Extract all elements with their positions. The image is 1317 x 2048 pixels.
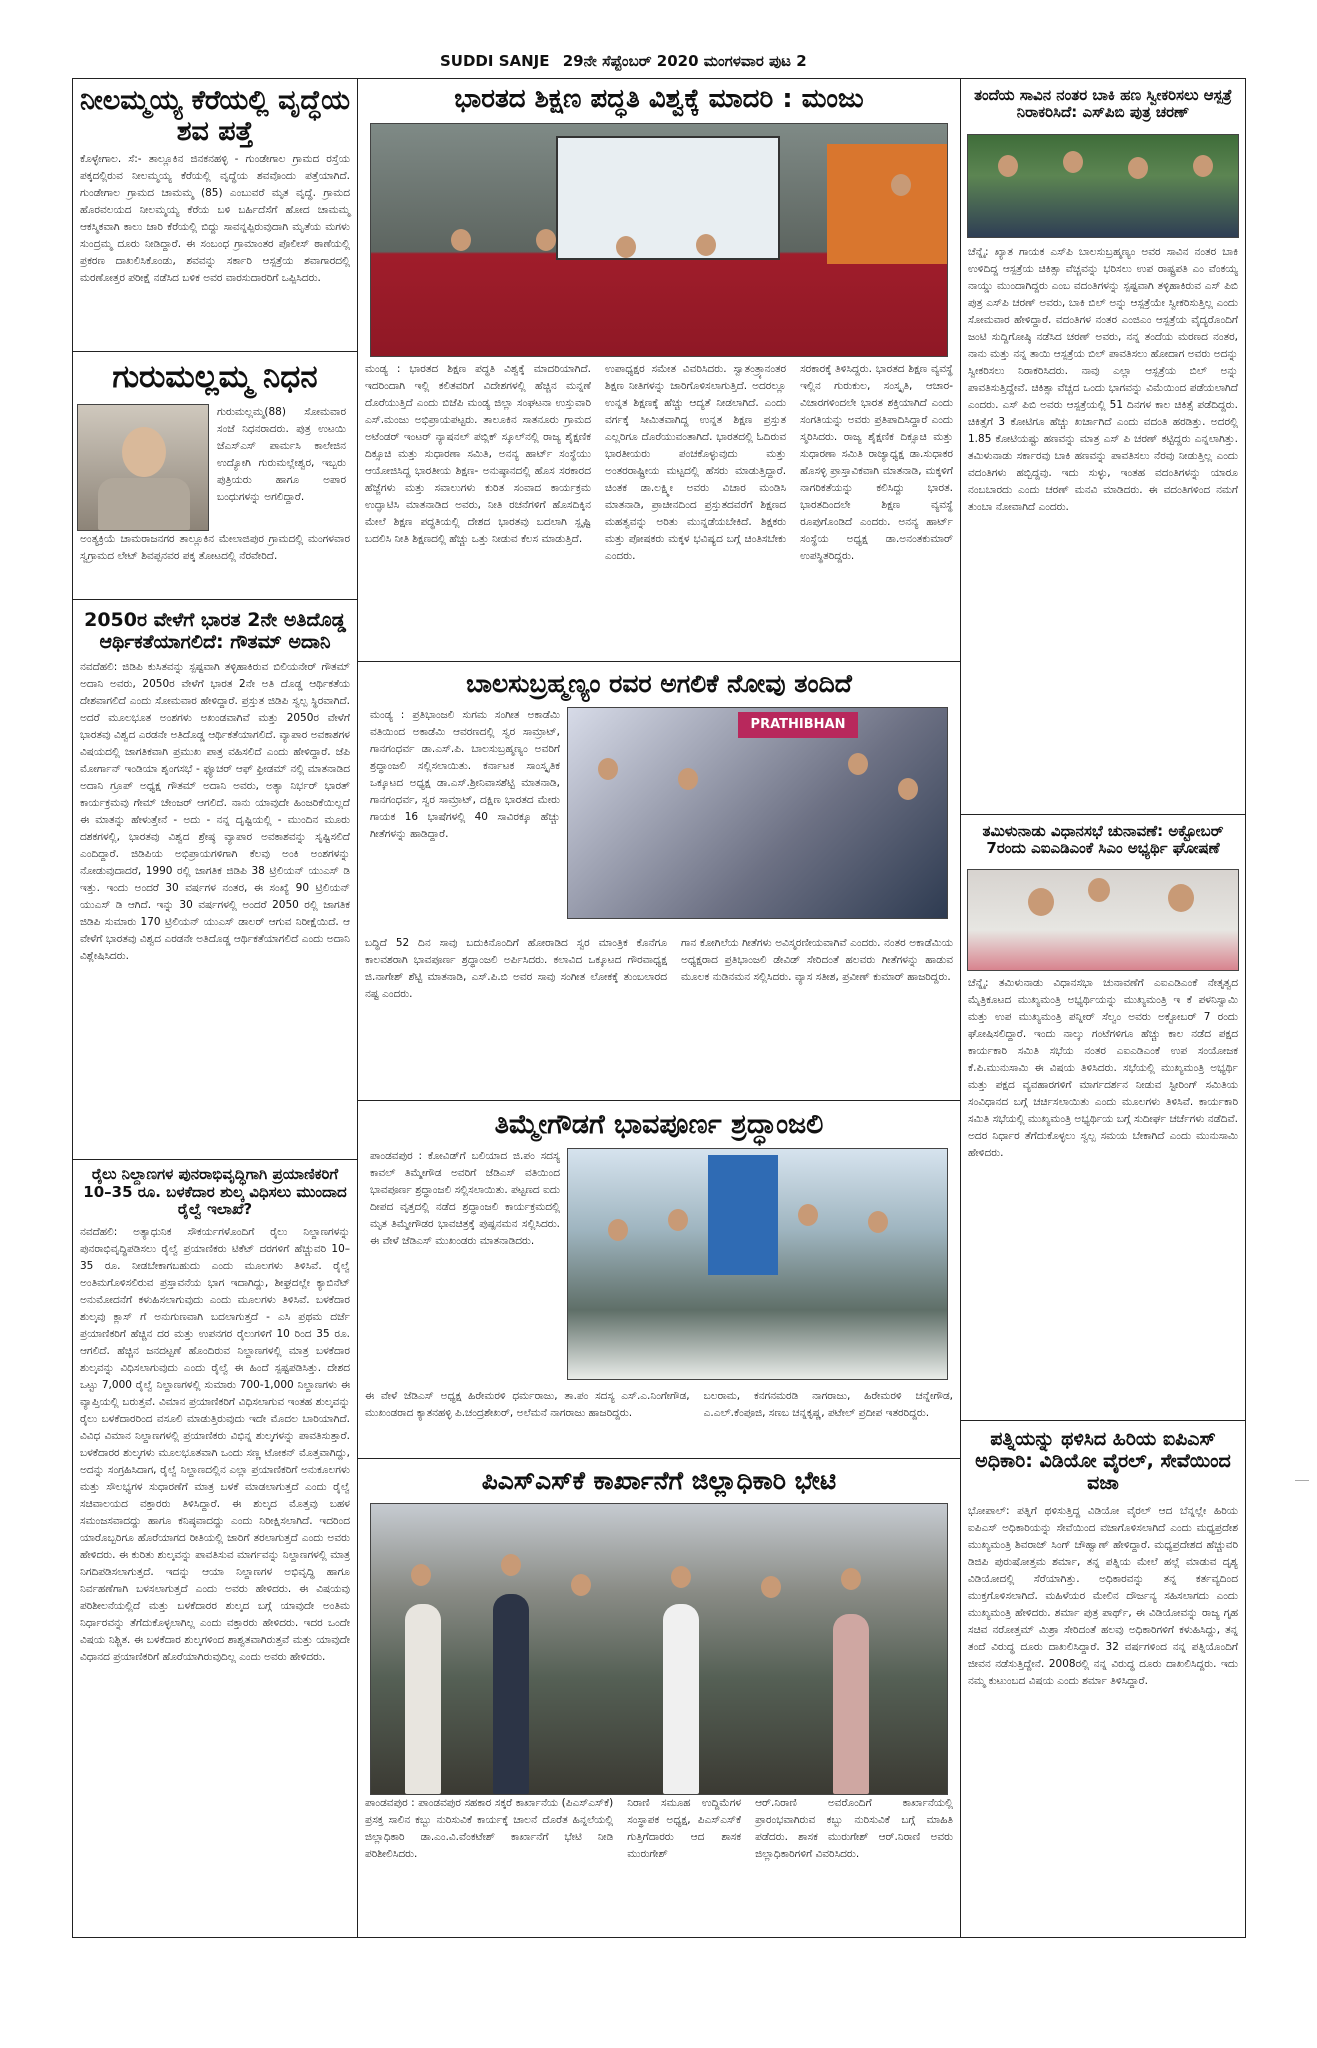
thimmegowda-row xyxy=(370,1148,948,1388)
sugar-col-b: ನಿರಾಣಿ ಸಮೂಹ ಉದ್ದಿಮೆಗಳ ಸಂಸ್ಥಾಪಕ ಅಧ್ಯಕ್ಷ, ಪಿಎಸ್‌ಎಸ್‌ಕೆ ಗುತ್ತಿಗೆದಾರರು ಆದ ಶಾಸಕ ಮುರುಗೇಶ್ xyxy=(627,1797,742,1861)
story-railway: ನವದೆಹಲಿ: ಅತ್ಯಾಧುನಿಕ ಸೌಕರ್ಯಗಳೊಂದಿಗೆ ರೈಲು ನಿಲ್ದಾಣಗಳನ್ನು ಪುನರಾಭಿವೃದ್ಧಿಪಡಿಸಲು ರೈಲ್ವೆ ಪ್ರಯಾಣಿಕರು ಟಿಕೆಟ್ ದರಗಳಿಗೆ ಹೆಚ್ಚುವರಿ 10–35 ರೂ. ನೀಡಬೇಕಾಗಬಹುದು ಎಂದು ಮೂಲಗಳು ತಿಳಿಸಿವೆ. ರೈಲ್ವೆ ಅಂತಿಮಗೊಳಿಸಲಿರುವ ಪ್ರಸ್ತಾವನೆಯ ಭಾಗ ಇದಾಗಿದ್ದು, ಶೀಘ್ರದಲ್ಲೇ ಕ್ಯಾಬಿನೆಟ್ ಅನುಮೋದನೆಗೆ ಕಳುಹಿಸಲಾಗುವುದು ಎಂದು ಮೂಲಗಳು ತಿಳಿಸಿವೆ. ಬಳಕೆದಾರ ಶುಲ್ಕವು ಕ್ಲಾಸ್ ಗೆ ಅನುಗುಣವಾಗಿ ಬದಲಾಗುತ್ತದೆ - ಎಸಿ ಪ್ರಥಮ ದರ್ಜೆ ಪ್ರಯಾಣಿಕರಿಗೆ ಹೆಚ್ಚಿನ ದರ ಮತ್ತು ಉಪನಗರ ರೈಲುಗಳಿಗೆ 10 ರಿಂದ 35 ರೂ. ಆಗಲಿದೆ. ಹೆಚ್ಚಿನ ಜನದಟ್ಟಣೆ ಹೊಂದಿರುವ ನಿಲ್ದಾಣಗಳಲ್ಲಿ ಮಾತ್ರ ಬಳಕೆದಾರ ಶುಲ್ಕವನ್ನು ವಿಧಿಸಲಾಗುವುದು ಎಂದು ರೈಲ್ವೆ ಈ ಹಿಂದೆ ಸ್ಪಷ್ಟಪಡಿಸಿತ್ತು. ದೇಶದ ಒಟ್ಟು 7,000 ರೈಲ್ವೆ ನಿಲ್ದಾಣಗಳಲ್ಲಿ ಸುಮಾರು 700-1,000 ನಿಲ್ದಾಣಗಳು ಈ ವ್ಯಾಪ್ತಿಯಲ್ಲಿ ಬರುತ್ತವೆ. ವಿಮಾನ ಪ್ರಯಾಣಿಕರಿಗೆ ವಿಧಿಸಲಾಗುವ ಇಂತಹ ಶುಲ್ಕವನ್ನು ರೈಲು ಬಳಕೆದಾರರಿಂದ ವಸೂಲಿ ಮಾಡುತ್ತಿರುವುದು ಇದೇ ಮೊದಲ ಬಾರಿಯಾಗಿದೆ. ವಿವಿಧ ವಿಮಾನ ನಿಲ್ದಾಣಗಳಲ್ಲಿ ಪ್ರಯಾಣಿಕರು ವಿಭಿನ್ನ ಶುಲ್ಕಗಳನ್ನು ಪಾವತಿಸುತ್ತಾರೆ. ಬಳಕೆದಾರರ ಶುಲ್ಕಗಳು ಮೂಲಭೂತವಾಗಿ ಒಂದು ಸಣ್ಣ ಟೋಕನ್ ಮೊತ್ತವಾಗಿದ್ದು, ಅದನ್ನು ಸಂಗ್ರಹಿಸಿದಾಗ, ರೈಲ್ವೆ ನಿಲ್ದಾಣದಲ್ಲಿನ ಎಲ್ಲಾ ಪ್ರಯಾಣಿಕರಿಗೆ ಅನುಕೂಲಗಳು ಮತ್ತು ಸೌಲಭ್ಯಗಳ ಸುಧಾರಣೆಗೆ ಮಾತ್ರ ಬಳಕೆ ಮಾಡಲಾಗುತ್ತದೆ ಎಂದು ರೈಲ್ವೆ ಸಚಿವಾಲಯದ ವಕ್ತಾರರು ತಿಳಿಸಿದ್ದಾರೆ. ಈ ಶುಲ್ಕದ ಮೊತ್ತವು ಬಹಳ ಸಮಂಜಸವಾದದ್ದು ಹಾಗೂ ಕನಿಷ್ಠವಾದದ್ದು ಎಂದು ನಿರೀಕ್ಷಿಸಲಾಗಿದೆ. ಇದರಿಂದ ಯಾರೊಬ್ಬರಿಗೂ ಹೊರೆಯಾಗದ ರೀತಿಯಲ್ಲಿ ಜಾರಿಗೆ ತರಲಾಗುತ್ತದೆ ಎಂದು ಅವರು ಹೇಳಿದರು. ಈ ಕುರಿತು ಶುಲ್ಕವನ್ನು ಪಾವತಿಸುವ ಮಾರ್ಗವನ್ನು ನಿಲ್ದಾಣಗಳಲ್ಲಿ ಮಾತ್ರ ನಿಗದಿಪಡಿಸಲಾಗುತ್ತದೆ. ಇದನ್ನು ಆಯಾ ನಿಲ್ದಾಣಗಳ ಅಭಿವೃದ್ಧಿ ಹಾಗೂ ನಿರ್ವಹಣೆಗಾಗಿ ಬಳಸಲಾಗುತ್ತದೆ ಎಂದು ಅವರು ಹೇಳಿದರು. ಈ ವಿಷಯವು ಪರಿಶೀಲನೆಯಲ್ಲಿದೆ ಮತ್ತು ಬಳಕೆದಾರರ ಶುಲ್ಕದ ಬಗ್ಗೆ ಯಾವುದೇ ಅಂತಿಮ ನಿರ್ಧಾರವನ್ನು ತೆಗೆದುಕೊಳ್ಳಲಾಗಿಲ್ಲ ಎಂದು ವಕ್ತಾರರು ಹೇಳಿದರು. ಇದರ ಒಂದೇ ವಿಷಯ ನಿಶ್ಚಿತ. ಈ ಬಳಕೆದಾರ ಶುಲ್ಕಗಳಿಂದ ಶಾಶ್ವತವಾಗಿರುತ್ತವೆ ಮತ್ತು ಯಾವುದೇ ವಿಧಾನದ ಪ್ರಯಾಣಿಕರಿಗೆ ಹೊರೆಯಾಗಿರುವುದಿಲ್ಲ ಎಂದು ಅವರು ಹೇಳಿದರು. xyxy=(80,1226,350,1664)
sugar-factory-body xyxy=(358,1795,960,1915)
middle-column xyxy=(358,78,960,1938)
sugar-col-c: ಆರ್.ನಿರಾಣಿ ಅವರೊಂದಿಗೆ ಕಾರ್ಖಾನೆಯಲ್ಲಿ ಪ್ರಾರಂಭವಾಗಿರುವ ಕಬ್ಬು ನುರಿಸುವಿಕೆ ಬಗ್ಗೆ ಮಾಹಿತಿ ಪಡೆದರು. ಶಾಸಕ ಮುರುಗೇಶ್ ಆರ್.ನಿರಾಣಿ ಅವರು ಜಿಲ್ಲಾಧಿಕಾರಿಗಳಿಗೆ ವಿವರಿಸಿದರು. xyxy=(755,1797,953,1861)
spb-body xyxy=(358,935,960,1100)
obituary-photo xyxy=(77,404,209,531)
headline-sugar-factory: ಪಿಎಸ್‌ಎಸ್‌ಕೆ ಕಾರ್ಖಾನೆಗೆ ಜಿಲ್ಲಾಧಿಕಾರಿ ಭೇಟಿ xyxy=(481,1465,837,1495)
photo-banner-text: PRATHIBHAN xyxy=(738,712,858,738)
photo-sugar-factory xyxy=(370,1503,948,1795)
education-col-c: ಸರಕಾರಕ್ಕೆ ತಿಳಿಸಿದ್ದರು. ಭಾರತದ ಶಿಕ್ಷಣ ವ್ಯವಸ್ಥೆ ಇಲ್ಲಿನ ಗುರುಕುಲ, ಸಂಸ್ಕೃತಿ, ಆಚಾರ-ವಿಚಾರಗಳಿಂದಲೇ ಭಾರತ ಶಕ್ತಿಯಾಗಿದೆ ಎಂದು ಸಂಗತಿಯನ್ನು ಅವರು ಪ್ರತಿಪಾದಿಸಿದ್ದಾರೆ ಎಂದು ಸ್ಮರಿಸಿದರು. ರಾಜ್ಯ ಶೈಕ್ಷಣಿಕ ದಿಕ್ಸೂಚಿ ಮತ್ತು ಸುಧಾರಣಾ ಸಮಿತಿ ರಾಜ್ಯಾಧ್ಯಕ್ಷ ಡಾ.ಸುಧಾಕರ ಹೊಸಳ್ಳಿ ಪ್ರಾಸ್ತಾವಿಕವಾಗಿ ಮಾತನಾಡಿ, ಮಕ್ಕಳಿಗೆ ನಾಗರಿಕತೆಯನ್ನು ಕಲಿಸಿದ್ದು ಭಾರತ. ಭಾರತದಿಂದಲೇ ಶಿಕ್ಷಣ ವ್ಯವಸ್ಥೆ ರೂಪುಗೊಂಡಿದೆ ಎಂದರು. ಅನನ್ಯ ಹಾರ್ಟ್ ಸಂಸ್ಥೆಯ ಅಧ್ಯಕ್ಷ ಡಾ.ಅನಂತಕುಮಾರ್ ಉಪಸ್ಥಿತರಿದ್ದರು. xyxy=(800,362,953,562)
issue-date: 29ನೇ ಸೆಪ್ಟೆಂಬರ್ 2020 ಮಂಗಳವಾರ ಪುಟ 2 xyxy=(562,52,807,70)
thimmegowda-col-a: ಪಾಂಡವಪುರ : ಕೋವಿಡ್‌ಗೆ ಬಲಿಯಾದ ಜಿ.ಪಂ ಸದಸ್ಯ ಕಾವಲ್ ತಿಮ್ಮೇಗೌಡ ಅವರಿಗೆ ಜೆಡಿಎಸ್ ವತಿಯಿಂದ ಭಾವಪೂರ್ಣ ಶ್ರದ್ಧಾಂಜಲಿ ಸಲ್ಲಿಸಲಾಯಿತು. ಪಟ್ಟಣದ ಐದು ದೀಪದ ವೃತ್ತದಲ್ಲಿ ನಡೆದ ಶ್ರದ್ಧಾಂಜಲಿ ಕಾರ್ಯಕ್ರಮದಲ್ಲಿ ಮೃತ ತಿಮ್ಮೇಗೌಡರ ಭಾವಚಿತ್ರಕ್ಕೆ ಪುಷ್ಪನಮನ ಸಲ್ಲಿಸಿದರು. ಈ ವೇಳೆ ಜೆಡಿಎಸ್ ಮುಖಂಡರು ಮಾತನಾಡಿದರು. xyxy=(370,1149,560,1247)
story-tn-election: ಚೆನ್ನೈ: ತಮಿಳುನಾಡು ವಿಧಾನಸಭಾ ಚುನಾವಣೆಗೆ ಎಐಎಡಿಎಂಕೆ ನೇತೃತ್ವದ ಮೈತ್ರಿಕೂಟದ ಮುಖ್ಯಮಂತ್ರಿ ಅಭ್ಯರ್ಥಿಯನ್ನು ಮುಖ್ಯಮಂತ್ರಿ ಇ ಕೆ ಪಳನಿಸ್ವಾಮಿ ಮತ್ತು ಉಪ ಮುಖ್ಯಮಂತ್ರಿ ಪನ್ನೀರ್ ಸೆಲ್ವಂ ಅವರು ಅಕ್ಟೋಬರ್ 7 ರಂದು ಘೋಷಿಸಲಿದ್ದಾರೆ. ಇಂದು ನಾಲ್ಕು ಗಂಟೆಗಳಿಗೂ ಹೆಚ್ಚು ಕಾಲ ನಡೆದ ಪಕ್ಷದ ಕಾರ್ಯಕಾರಿ ಸಮಿತಿ ಸಭೆಯ ನಂತರ ಎಐಎಡಿಎಂಕೆ ಉಪ ಸಂಯೋಜಕ ಕೆ.ಪಿ.ಮುನುಸಾಮಿ ಈ ವಿಷಯ ತಿಳಿಸಿದರು. ಸಭೆಯಲ್ಲಿ ಮುಖ್ಯಮಂತ್ರಿ ಅಭ್ಯರ್ಥಿ ಮತ್ತು ಪಕ್ಷದ ವ್ಯವಹಾರಗಳಿಗೆ ಮಾರ್ಗದರ್ಶನ ನೀಡುವ ಸ್ಟೀರಿಂಗ್ ಸಮಿತಿಯ ಸಂವಿಧಾನದ ಬಗ್ಗೆ ಚರ್ಚಿಸಲಾಯಿತು ಎಂದು ಮೂಲಗಳು ತಿಳಿಸಿವೆ. ಕಾರ್ಯಕಾರಿ ಸಮಿತಿ ಸಭೆಯಲ್ಲಿ ಮುಖ್ಯಮಂತ್ರಿ ಅಭ್ಯರ್ಥಿಯ ಬಗ್ಗೆ ಸುದೀರ್ಘ ಚರ್ಚೆಗಳು ನಡೆದಿವೆ. ಅದರ ನಿರ್ಧಾರ ತೆಗೆದುಕೊಳ್ಳಲು ಸ್ವಲ್ಪ ಸಮಯ ಬೇಕಾಗಿದೆ ಎಂದು ಮುನುಸಾಮಿ ಹೇಳಿದರು. xyxy=(968,977,1238,1159)
speaker xyxy=(827,144,947,264)
photo-spb-tribute xyxy=(567,707,948,919)
left-column xyxy=(72,78,358,1938)
obituary-text-cont: ಅಂತ್ಯಕ್ರಿಯೆ ಚಾಮರಾಜನಗರ ತಾಲ್ಲೂಕಿನ ಮೇಲಾಜಿಪುರ ಗ್ರಾಮದಲ್ಲಿ ಮಂಗಳವಾರ ಸ್ವಗ್ರಾಮದ ಲೇಟ್ ಶಿವಪ್ಪನವರ ಪಕ್ಕ ತೋಟದಲ್ಲಿ ನೆರವೇರಿದೆ. xyxy=(80,532,350,562)
thimmegowda-col-c: ಬಲರಾಮ, ಕನಗನಮರಡಿ ನಾಗರಾಜು, ಹಿರೇಮರಳಿ ಚನ್ನೇಗೌಡ, ಎ.ಎಲ್.ಕೆಂಪೂಜಿ, ಸಣಬ ಚನ್ನಕೃಷ್ಣ, ಪಟೇಲ್ ಪ್ರದೀಪ ಇತರರಿದ್ದರು. xyxy=(703,1389,953,1419)
projector-screen xyxy=(556,136,780,260)
spb-col-a: ಮಂಡ್ಯ : ಪ್ರತಿಭಾಂಜಲಿ ಸುಗಮ ಸಂಗೀತ ಅಕಾಡೆಮಿ ವತಿಯಿಂದ ಅಕಾಡೆಮಿ ಆವರಣದಲ್ಲಿ ಸ್ವರ ಸಾಮ್ರಾಟ್, ಗಾನಗಂಧರ್ವ ಡಾ.ಎಸ್.ಪಿ. ಬಾಲಸುಬ್ರಹ್ಮಣ್ಯಂ ಅವರಿಗೆ ಶ್ರದ್ಧಾಂಜಲಿ ಸಲ್ಲಿಸಲಾಯಿತು. ಕರ್ನಾಟಕ ಸಾಂಸ್ಕೃತಿಕ ಒಕ್ಕೂಟದ ಅಧ್ಯಕ್ಷ ಡಾ.ಎಸ್.ಶ್ರೀನಿವಾಸಶೆಟ್ಟಿ ಮಾತನಾಡಿ, ಗಾನಗಂಧರ್ವ, ಸ್ವರ ಸಾಮ್ರಾಟ್, ದಕ್ಷಿಣ ಭಾರತದ ಮೇರು ಗಾಯಕ 16 ಭಾಷೆಗಳಲ್ಲಿ 40 ಸಾವಿರಕ್ಕೂ ಹೆಚ್ಚು ಗೀತೆಗಳನ್ನು ಹಾಡಿದ್ದಾರೆ. xyxy=(370,708,560,840)
education-body xyxy=(358,361,960,661)
edge-mark xyxy=(1295,1480,1309,1481)
headline-education: ಭಾರತದ ಶಿಕ್ಷಣ ಪದ್ಧತಿ ವಿಶ್ವಕ್ಕೆ ಮಾದರಿ : ಮಂಜು xyxy=(454,84,864,114)
thimmegowda-body xyxy=(358,1388,960,1458)
education-col-b: ಉಪಾಧ್ಯಕ್ಷರ ಸಮೇತ ವಿವರಿಸಿದರು. ಸ್ವಾತಂತ್ರ್ಯಾನಂತರ ಶಿಕ್ಷಣ ನೀತಿಗಳನ್ನು ಜಾರಿಗೊಳಿಸಲಾಗುತ್ತಿದೆ. ಅದರಲ್ಲೂ ಉನ್ನತ ಶಿಕ್ಷಣಕ್ಕೆ ಹೆಚ್ಚು ಆದ್ಯತೆ ನೀಡಲಾಗಿದೆ. ಎಂದು ವರ್ಗಕ್ಕೆ ಸೀಮಿತವಾಗಿದ್ದ ಉನ್ನತ ಶಿಕ್ಷಣ ಪ್ರಸ್ತುತ ಎಲ್ಲರಿಗೂ ದೊರೆಯುವಂತಾಗಿದೆ. ಭಾರತದಲ್ಲಿ ಓದಿರುವ ಭಾರತೀಯರು ಪಂಚಕೊಳ್ಳುವುದು ಮತ್ತು ಅಂತರರಾಷ್ಟ್ರೀಯ ಮಟ್ಟದಲ್ಲಿ ಹೆಸರು ಮಾಡುತ್ತಿದ್ದಾರೆ. ಚಿಂತಕ ಡಾ.ಲಕ್ಷ್ಮೀ ಅವರು ವಿಚಾರ ಮಂಡಿಸಿ ಮಾತನಾಡಿ, ಪ್ರಾಚೀನದಿಂದ ಪ್ರಸ್ತುತದವರೆಗೆ ಶಿಕ್ಷಣದ ಮಹತ್ವವನ್ನು ಅರಿತು ಮುನ್ನಡೆಯಬೇಕಿದೆ. ಶಿಕ್ಷಕರು ಮತ್ತು ಪೋಷಕರು ಮಕ್ಕಳ ಭವಿಷ್ಯದ ಬಗ್ಗೆ ಚಿಂತಿಸಬೇಕು ಎಂದರು. xyxy=(605,362,787,562)
headline-obituary: ಗುರುಮಲ್ಲಮ್ಮ ನಿಧನ xyxy=(112,359,318,396)
headline-spb-tribute: ಬಾಲಸುಬ್ರಹ್ಮಣ್ಯಂ ರವರ ಅಗಲಿಕೆ ನೋವು ತಂದಿದೆ xyxy=(466,668,852,698)
photo-seminar xyxy=(370,123,948,357)
spb-col-c: ಗಾನ ಕೋಗಿಲೆಯ ಗೀತೆಗಳು ಅವಿಸ್ಮರಣೀಯವಾಗಿವೆ ಎಂದರು. ನಂತರ ಅಕಾಡೆಮಿಯ ಅಧ್ಯಕ್ಷರಾದ ಪ್ರತಿಭಾಂಜಲಿ ಡೇವಿಡ್ ಸೇರಿದಂತೆ ಹಲವರು ಗೀತೆಗಳನ್ನು ಹಾಡುವ ಮೂಲಕ ನುಡಿನಮನ ಸಲ್ಲಿಸಿದರು. ವ್ಯಾಸ ಸತೀಶ, ಪ್ರವೀಣ್ ಕುಮಾರ್ ಹಾಜರಿದ್ದರು. xyxy=(681,936,953,983)
masthead xyxy=(440,52,900,74)
story-lake-body: ಕೊಳ್ಳೇಗಾಲ. ಸೆ:- ತಾಲ್ಲೂಕಿನ ಜಿನಕನಹಳ್ಳಿ - ಗುಂಡೇಗಾಲ ಗ್ರಾಮದ ರಸ್ತೆಯ ಪಕ್ಕದಲ್ಲಿರುವ ನೀಲಮ್ಮಯ್ಯ ಕೆರೆಯಲ್ಲಿ ವೃದ್ಧೆಯ ಶವವೊಂದು ಪತ್ತೆಯಾಗಿದೆ. ಗುಂಡೇಗಾಲ ಗ್ರಾಮದ ಚಾಮಮ್ಮ (85) ಎಂಬುವರೆ ಮೃತ ವೃದ್ಧೆ. ಗ್ರಾಮದ ಹೊರವಲಯದ ನೀಲಮ್ಮಯ್ಯ ಕೆರೆಯ ಬಳಿ ಬರ್ಹಿದೆಸೆಗೆ ಹೋದ ಚಾಮಮ್ಮ ಆಕಸ್ಮಿಕವಾಗಿ ಕಾಲು ಜಾರಿ ಕೆರೆಯಲ್ಲಿ ಬಿದ್ದು ಸಾವನ್ನಪ್ಪಿರುವುದಾಗಿ ಮೃತೆಯ ಮಗಳು ಸುಂದ್ರಮ್ಮ ದೂರು ನೀಡಿದ್ದಾರೆ. ಈ ಸಂಬಂಧ ಗ್ರಾಮಾಂತರ ಪೊಲೀಸ್ ಠಾಣೆಯಲ್ಲಿ ಪ್ರಕರಣ ದಾಖಲಿಸಿಕೊಂಡು, ಶವವನ್ನು ಸರ್ಕಾರಿ ಆಸ್ಪತ್ರೆಯ ಶವಾಗಾರದಲ್ಲಿ ಮರಣೋತ್ತರ ಪರೀಕ್ಷೆ ನಡೆಸಿದ ಬಳಿಕ ಅವರ ವಾರಸುದಾರರಿಗೆ ಒಪ್ಪಿಸಿದರು. xyxy=(80,153,350,285)
spb-tribute-row xyxy=(370,707,948,935)
photo-thimmegowda xyxy=(567,1148,948,1380)
headline-lake-body: ನೀಲಮ್ಮಯ್ಯ ಕೆರೆಯಲ್ಲಿ ವೃದ್ಧೆಯ ಶವ ಪತ್ತೆ xyxy=(80,85,350,148)
photo-press-meet xyxy=(967,134,1239,238)
story-adani: ನವದೆಹಲಿ: ಜಿಡಿಪಿ ಕುಸಿತವನ್ನು ಸ್ಪಷ್ಟವಾಗಿ ತಳ್ಳಿಹಾಕಿರುವ ಬಿಲಿಯನೇರ್ ಗೌತಮ್ ಅದಾನಿ ಅವರು, 2050ರ ವೇಳೆಗೆ ಭಾರತ 2ನೇ ಅತಿ ದೊಡ್ಡ ಆರ್ಥಿಕತೆಯ ದೇಶವಾಗಲಿದೆ ಎಂದು ಸೋಮವಾರ ಹೇಳಿದ್ದಾರೆ. ಪ್ರಸ್ತುತ ಜಿಡಿಪಿ ಸ್ವಲ್ಪ ಸ್ಥಿರವಾಗಿದೆ. ಅದರೆ ಮೂಲಭೂತ ಅಂಶಗಳು ಅಖಂಡವಾಗಿವೆ ಮತ್ತು 2050ರ ವೇಳೆಗೆ ಭಾರತವು ವಿಶ್ವದ ಎರಡನೇ ಅತಿದೊಡ್ಡ ಆರ್ಥಿಕತೆಯಾಗಲಿದೆ. ವ್ಯಾಪಾರ ಅವಕಾಶಗಳ ವಿಷಯದಲ್ಲಿ ಜಾಗತಿಕವಾಗಿ ಪ್ರಮುಖ ಪಾತ್ರ ವಹಿಸಲಿದೆ ಎಂದು ಹೇಳಿದ್ದಾರೆ. ಜೆಪಿ ಮೋರ್ಗಾನ್ ಇಂಡಿಯಾ ಶೃಂಗಸಭೆ - ಫ್ಯೂಚರ್ ಆಫ್ ಫ್ರೀಡಮ್ ನಲ್ಲಿ ಮಾತನಾಡಿದ ಅದಾನಿ ಗ್ರೂಪ್ ಅಧ್ಯಕ್ಷ ಗೌತಮ್ ಅದಾನಿ ಅವರು, ಅತ್ಯಾ ನಿರ್ಭರ್ ಭಾರತ್ ಕಾರ್ಯಕ್ರಮವು ಗೇಮ್ ಚೇಂಜರ್ ಆಗಲಿದೆ. ನಾನು ಯಾವುದೇ ಹಿಂಜರಿಕೆಯಿಲ್ಲದೆ ಈ ಮಾತನ್ನು ಹೇಳುತ್ತೇನೆ - ಅದು - ನನ್ನ ದೃಷ್ಟಿಯಲ್ಲಿ - ಮುಂದಿನ ಮೂರು ದಶಕಗಳಲ್ಲಿ, ಭಾರತವು ವಿಶ್ವದ ಶ್ರೇಷ್ಠ ವ್ಯಾಪಾರ ಅವಕಾಶವನ್ನು ಸೃಷ್ಟಿಸಲಿದೆ ಎಂದಿದ್ದಾರೆ. ಜಿಡಿಪಿಯ ಅಭಿಪ್ರಾಯಗಳಿಗಾಗಿ ಕೆಲವು ಅಂಕಿ ಅಂಶಗಳನ್ನು ನೋಡುವುದಾದರೆ, 1990 ರಲ್ಲಿ ಜಾಗತಿಕ ಜಿಡಿಪಿ 38 ಟ್ರಿಲಿಯನ್ ಯುಎಸ್ ಡಿ ಇತ್ತು. ಇಂದು ಅಂದರೆ 30 ವರ್ಷಗಳ ನಂತರ, ಈ ಸಂಖ್ಯೆ 90 ಟ್ರಿಲಿಯನ್ ಯುಎಸ್ ಡಿ ಆಗಿದೆ. ಇನ್ನು 30 ವರ್ಷಗಳಲ್ಲಿ ಅಂದರೆ 2050 ರಲ್ಲಿ ಜಾಗತಿಕ ಜಿಡಿಪಿ ಸುಮಾರು 170 ಟ್ರಿಲಿಯನ್ ಯುಎಸ್ ಡಾಲರ್ ಆಗುವ ನಿರೀಕ್ಷೆಯಿದೆ. ಆ ವೇಳೆಗೆ ಭಾರತವು ವಿಶ್ವದ ಎರಡನೇ ಅತಿದೊಡ್ಡ ಆರ್ಥಿಕತೆಯಾಗಲಿದೆ ಎಂದು ಅದಾನಿ ವಿಶ್ಲೇಷಿಸಿದರು. xyxy=(80,661,350,963)
headline-ips-officer: ಪತ್ನಿಯನ್ನು ಥಳಿಸಿದ ಹಿರಿಯ ಐಪಿಎಸ್ ಅಧಿಕಾರಿ: ವಿಡಿಯೋ ವೈರಲ್, ಸೇವೆಯಿಂದ ವಜಾ xyxy=(975,1428,1231,1494)
headline-thimmegowda: ತಿಮ್ಮೇಗೌಡಗೆ ಭಾವಪೂರ್ಣ ಶ್ರದ್ಧಾಂಜಲಿ xyxy=(494,1108,824,1140)
thimmegowda-col-b: ಈ ವೇಳೆ ಜೆಡಿಎಸ್ ಅಧ್ಯಕ್ಷ ಹಿರೇಮರಳಿ ಧರ್ಮರಾಜು, ತಾ.ಪಂ ಸದಸ್ಯ ಎಸ್.ಎ.ನಿಂಗೇಗೌಡ, ಮುಖಂಡರಾದ ಕ್ಯಾತನಹಳ್ಳಿ ಪಿ.ಚಂದ್ರಶೇಖರ್, ಅಲೆಮನೆ ನಾಗರಾಜು ಹಾಜರಿದ್ದರು. xyxy=(365,1389,690,1419)
portrait-banner xyxy=(708,1155,778,1275)
headline-tn-election: ತಮಿಳುನಾಡು ವಿಧಾನಸಭೆ ಚುನಾವಣೆ: ಅಕ್ಟೋಬರ್ 7ರಂದು ಎಐಎಡಿಎಂಕೆ ಸಿಎಂ ಅಭ್ಯರ್ಥಿ ಘೋಷಣೆ xyxy=(982,821,1224,857)
headline-adani: 2050ರ ವೇಳೆಗೆ ಭಾರತ 2ನೇ ಅತಿದೊಡ್ಡ ಆರ್ಥಿಕತೆಯಾಗಲಿದೆ: ಗೌತಮ್ ಅದಾನಿ xyxy=(84,608,346,653)
education-col-a: ಮಂಡ್ಯ : ಭಾರತದ ಶಿಕ್ಷಣ ಪದ್ಧತಿ ವಿಶ್ವಕ್ಕೆ ಮಾದರಿಯಾಗಿದೆ. ಇದರಿಂದಾಗಿ ಇಲ್ಲಿ ಕಲಿತವರಿಗೆ ವಿದೇಶಗಳಲ್ಲಿ ಹೆಚ್ಚಿನ ಮನ್ನಣೆ ದೊರೆಯುತ್ತಿದೆ ಎಂದು ಬಿಜೆಪಿ ಮಂಡ್ಯ ಜಿಲ್ಲಾ ಸಂಘಟನಾ ಉಸ್ತುವಾರಿ ಎಸ್.ಮಂಜು ಅಭಿಪ್ರಾಯಪಟ್ಟರು. ತಾಲೂಕಿನ ಸಾತನೂರು ಗ್ರಾಮದ ಅಟೆಂಡರ್ ಇಂಟರ್ ನ್ಯಾಷನಲ್ ಪಬ್ಲಿಕ್ ಸ್ಕೂಲ್‌ನಲ್ಲಿ ರಾಜ್ಯ ಶೈಕ್ಷಣಿಕ ದಿಕ್ಸೂಚಿ ಮತ್ತು ಸುಧಾರಣಾ ಸಮಿತಿ, ಅನನ್ಯ ಹಾರ್ಟ್ ಸಂಸ್ಥೆಯು ಆಯೋಜಿಸಿದ್ದ ಭಾರತೀಯ ಶಿಕ್ಷಣ- ಅನುಷ್ಠಾನದಲ್ಲಿ ಹೊಸ ಸರಕಾರದ ಹೆಜ್ಜೆಗಳು ಮತ್ತು ಸವಾಲುಗಳು ಕುರಿತ ಸಂವಾದ ಕಾರ್ಯಕ್ರಮ ಉದ್ಘಾಟಿಸಿ ಮಾತನಾಡಿದ ಅವರು, ನೀತಿ ರಚನೆಗಳಿಗೆ ಹೊಸದಿಕ್ಕಿನ ಮೇಲೆ ಶಿಕ್ಷಣ ಪದ್ಧತಿಯಲ್ಲಿ ದೇಶದ ಭಾರತವು ಬದಲಾಗಿ ಸ್ಪೃಷ್ಟಿ ಬದಲಿಸಿ ನೀತಿ ಶಿಕ್ಷಣದಲ್ಲಿ ಹೆಚ್ಚು ಒತ್ತು ನೀಡುವ ಕೆಲಸ ಮಾಡುತ್ತಿದೆ. xyxy=(365,362,592,545)
story-spb-hospital: ಚೆನ್ನೈ: ಖ್ಯಾತ ಗಾಯಕ ಎಸ್‌ಪಿ ಬಾಲಸುಬ್ರಹ್ಮಣ್ಯಂ ಅವರ ಸಾವಿನ ನಂತರ ಬಾಕಿ ಉಳಿದಿದ್ದ ಆಸ್ಪತ್ರೆಯ ಚಿಕಿತ್ಸಾ ವೆಚ್ಚವನ್ನು ಭರಿಸಲು ಉಪ ರಾಷ್ಟ್ರಪತಿ ಎಂ ವೆಂಕಯ್ಯ ನಾಯ್ಡು ಮುಂದಾಗಿದ್ದರು ಎಂಬ ವದಂತಿಗಳನ್ನು ಸ್ಪಷ್ಟವಾಗಿ ತಳ್ಳಿಹಾಕಿರುವ ಎಸ್ ಪಿಬಿ ಪುತ್ರ ಎಸ್‌ಪಿ ಚರಣ್ ಅವರು, ಬಾಕಿ ಬಿಲ್ ಅನ್ನು ಆಸ್ಪತ್ರೆಯೇ ಸ್ವೀಕರಿಸುತ್ತಿಲ್ಲ ಎಂದು ಸೋಮವಾರ ಹೇಳಿದ್ದಾರೆ. ವದಂತಿಗಳ ನಂತರ ಎಂಜಿಎಂ ಆಸ್ಪತ್ರೆಯ ವೈದ್ಯರೊಂದಿಗೆ ಜಂಟಿ ಸುದ್ದಿಗೋಷ್ಠಿ ನಡೆಸಿದ ಚರಣ್ ಅವರು, ನನ್ನ ತಂದೆಯ ಮರಣದ ನಂತರ, ನಾನು ಮತ್ತು ನನ್ನ ತಾಯಿ ಆಸ್ಪತ್ರೆಯ ಬಿಲ್ ಪಾವತಿಸಲು ಹೋದಾಗ ಅವರು ಅದನ್ನು ಸ್ವೀಕರಿಸಲು ನಿರಾಕರಿಸಿದರು. ನಾವು ಎಲ್ಲಾ ಆಸ್ಪತ್ರೆಯ ಬಿಲ್ ಅನ್ನು ಪಾವತಿಸುತ್ತಿದ್ದೇವೆ. ಚಿಕಿತ್ಸಾ ವೆಚ್ಚದ ಒಂದು ಭಾಗವನ್ನು ವಿಮೆಯಿಂದ ಪಡೆಯಲಾಗಿದೆ ಎಂದರು. ಎಸ್ ಪಿಬಿ ಅವರು ಆಸ್ಪತ್ರೆಯಲ್ಲಿ 51 ದಿನಗಳ ಕಾಲ ಚಿಕಿತ್ಸೆ ಪಡೆದಿದ್ದರು. ಚಿಕಿತ್ಸೆಗೆ 3 ಕೋಟಿಗೂ ಹೆಚ್ಚು ಖರ್ಚಾಗಿದೆ ಎಂದು ವದಂತಿ ಹರಡಿತ್ತು. ಅದರಲ್ಲಿ 1.85 ಕೋಟಿಯಷ್ಟು ಹಣವನ್ನು ಮಾತ್ರ ಎಸ್ ಪಿ ಚರಣ್ ಕಟ್ಟಿದ್ದರು ಎನ್ನಲಾಗಿತ್ತು. ತಮಿಳುನಾಡು ಸರ್ಕಾರವು ಬಾಕಿ ಹಣವನ್ನು ಪಾವತಿಸಲು ನೆರವು ನೀಡುತ್ತಿಲ್ಲ ಎಂದು ವದಂತಿಗಳು ಹಬ್ಬಿದ್ದವು. ಇದು ಸುಳ್ಳು, ಇಂತಹ ವದಂತಿಗಳನ್ನು ಯಾರೂ ನಂಬಬಾರದು ಎಂದು ಚರಣ್ ಮನವಿ ಮಾಡಿದರು. ಈ ವದಂತಿಗಳಿಂದ ನಮಗೆ ತುಂಬಾ ನೋವಾಗಿದೆ ಎಂದರು. xyxy=(968,245,1238,513)
obituary-text: ಗುರುಮಲ್ಲಮ್ಮ(88) ಸೋಮವಾರ ಸಂಜೆ ನಿಧನರಾದರು. ಪುತ್ರ ಉಟಯಿ ಜೆಎಸ್‌ಎಸ್ ಪಾರ್ಮಸಿ ಕಾಲೇಜಿನ ಉದ್ಯೋಗಿ ಗುರುಮಲ್ಲೇಶ್ವರ, ಇಬ್ಬರು ಪುತ್ರಿಯರು ಹಾಗೂ ಅಪಾರ ಬಂಧುಗಳನ್ನು ಅಗಲಿದ್ದಾರೆ. xyxy=(217,405,346,503)
story-ips-officer: ಭೋಪಾಲ್: ಪತ್ನಿಗೆ ಥಳಿಸುತ್ತಿದ್ದ ವಿಡಿಯೋ ವೈರಲ್ ಆದ ಬೆನ್ನಲ್ಲೇ ಹಿರಿಯ ಐಪಿಎಸ್ ಅಧಿಕಾರಿಯನ್ನು ಸೇವೆಯಿಂದ ವಜಾಗೊಳಿಸಲಾಗಿದೆ ಎಂದು ಮಧ್ಯಪ್ರದೇಶ ಮುಖ್ಯಮಂತ್ರಿ ಶಿವರಾಜ್ ಸಿಂಗ್ ಚೌಹ್ವಾಣ್ ಹೇಳಿದ್ದಾರೆ. ಮಧ್ಯಪ್ರದೇಶದ ಹೆಚ್ಚುವರಿ ಡಿಜಿಪಿ ಪುರುಷೋತ್ತಮ ಶರ್ಮಾ, ತನ್ನ ಪತ್ನಿಯ ಮೇಲೆ ಹಲ್ಲೆ ಮಾಡುವ ದೃಶ್ಯ ವಿಡಿಯೋದಲ್ಲಿ ಸೆರೆಯಾಗಿತ್ತು. ಅಧಿಕಾರವನ್ನು ತನ್ನ ಕರ್ತವ್ಯದಿಂದ ಮುಕ್ತಗೊಳಿಸಲಾಗಿದೆ. ಮಹಿಳೆಯರ ಮೇಲಿನ ದೌರ್ಜನ್ಯ ಸಹಿಸಲಾಗದು ಎಂದು ಮುಖ್ಯಮಂತ್ರಿ ಹೇಳಿದರು. ಶರ್ಮಾ ಪುತ್ರ ಪಾರ್ಥ್, ಈ ವಿಡಿಯೋವನ್ನು ರಾಜ್ಯ ಗೃಹ ಸಚಿವ ನರೋತ್ತಮ್ ಮಿಶ್ರಾ ಸೇರಿದಂತೆ ಹಲವು ಅಧಿಕಾರಿಗಳಿಗೆ ಕಳುಹಿಸಿದ್ದು, ತನ್ನ ತಂದೆ ವಿರುದ್ಧ ದೂರು ದಾಖಲಿಸಿದ್ದಾರೆ. 32 ವರ್ಷಗಳಿಂದ ನನ್ನ ಪತ್ನಿಯೊಂದಿಗೆ ಜೀವನ ನಡೆಸುತ್ತಿದ್ದೇನೆ. 2008ರಲ್ಲಿ ನನ್ನ ವಿರುದ್ಧ ದೂರು ದಾಖಲಿಸಿದ್ದರು. ಇದು ನಮ್ಮ ಕುಟುಂಬದ ವಿಷಯ ಎಂದು ಶರ್ಮಾ ತಿಳಿಸಿದ್ದಾರೆ. xyxy=(968,1504,1238,1687)
right-column xyxy=(960,78,1246,1938)
obituary-block xyxy=(73,404,357,531)
paper-name: SUDDI SANJE xyxy=(440,52,550,70)
photo-tn-leaders xyxy=(967,869,1239,971)
headline-railway: ರೈಲು ನಿಲ್ದಾಣಗಳ ಪುನರಾಭಿವೃದ್ಧಿಗಾಗಿ ಪ್ರಯಾಣಿಕರಿಗೆ 10–35 ರೂ. ಬಳಕೆದಾರ ಶುಲ್ಕ ವಿಧಿಸಲು ಮುಂದಾದ ರೈಲ್ವೆ ಇಲಾಖೆ? xyxy=(83,1165,347,1218)
sugar-col-a: ಪಾಂಡವಪುರ : ಪಾಂಡವಪುರ ಸಹಕಾರ ಸಕ್ಕರೆ ಕಾರ್ಖಾನೆಯ (ಪಿಎಸ್‌ಎಸ್‌ಕೆ) ಪ್ರಸಕ್ತ ಸಾಲಿನ ಕಬ್ಬು ನುರಿಸುವಿಕೆ ಕಾರ್ಯಕ್ಕೆ ಚಾಲನೆ ದೊರೆತ ಹಿನ್ನಲೆಯಲ್ಲಿ ಜಿಲ್ಲಾಧಿಕಾರಿ ಡಾ.ಎಂ.ವಿ.ವೆಂಕಟೇಶ್ ಕಾರ್ಖಾನೆಗೆ ಭೇಟಿ ನೀಡಿ ಪರಿಶೀಲಿಸಿದರು. xyxy=(365,1797,614,1861)
spb-col-b: ಬದ್ಧಿದೆ 52 ದಿನ ಸಾವು ಬದುಕಿನೊಂದಿಗೆ ಹೋರಾಡಿದ ಸ್ವರ ಮಾಂತ್ರಿಕ ಕೊನೆಗೂ ಕಾಲವಶರಾಗಿ ಭಾವಪೂರ್ಣ ಶ್ರದ್ಧಾಂಜಲಿ ಅರ್ಪಿಸಿದರು. ಕಲಾವಿದ ಒಕ್ಕೂಟದ ಗೌರವಾಧ್ಯಕ್ಷ ಜಿ.ನಾಗೇಶ್ ಶೆಟ್ಟಿ ಮಾತನಾಡಿ, ಎಸ್.ಪಿ.ಬಿ ಅವರ ಸಾವು ಸಂಗೀತ ಲೋಕಕ್ಕೆ ತುಂಬಲಾರದ ನಷ್ಟ ಎಂದರು. xyxy=(365,936,668,1000)
headline-spb-hospital: ತಂದೆಯ ಸಾವಿನ ನಂತರ ಬಾಕಿ ಹಣ ಸ್ವೀಕರಿಸಲು ಆಸ್ಪತ್ರೆ ನಿರಾಕರಿಸಿದೆ: ಎಸ್‌ಪಿಬಿ ಪುತ್ರ ಚರಣ್ xyxy=(974,86,1232,122)
